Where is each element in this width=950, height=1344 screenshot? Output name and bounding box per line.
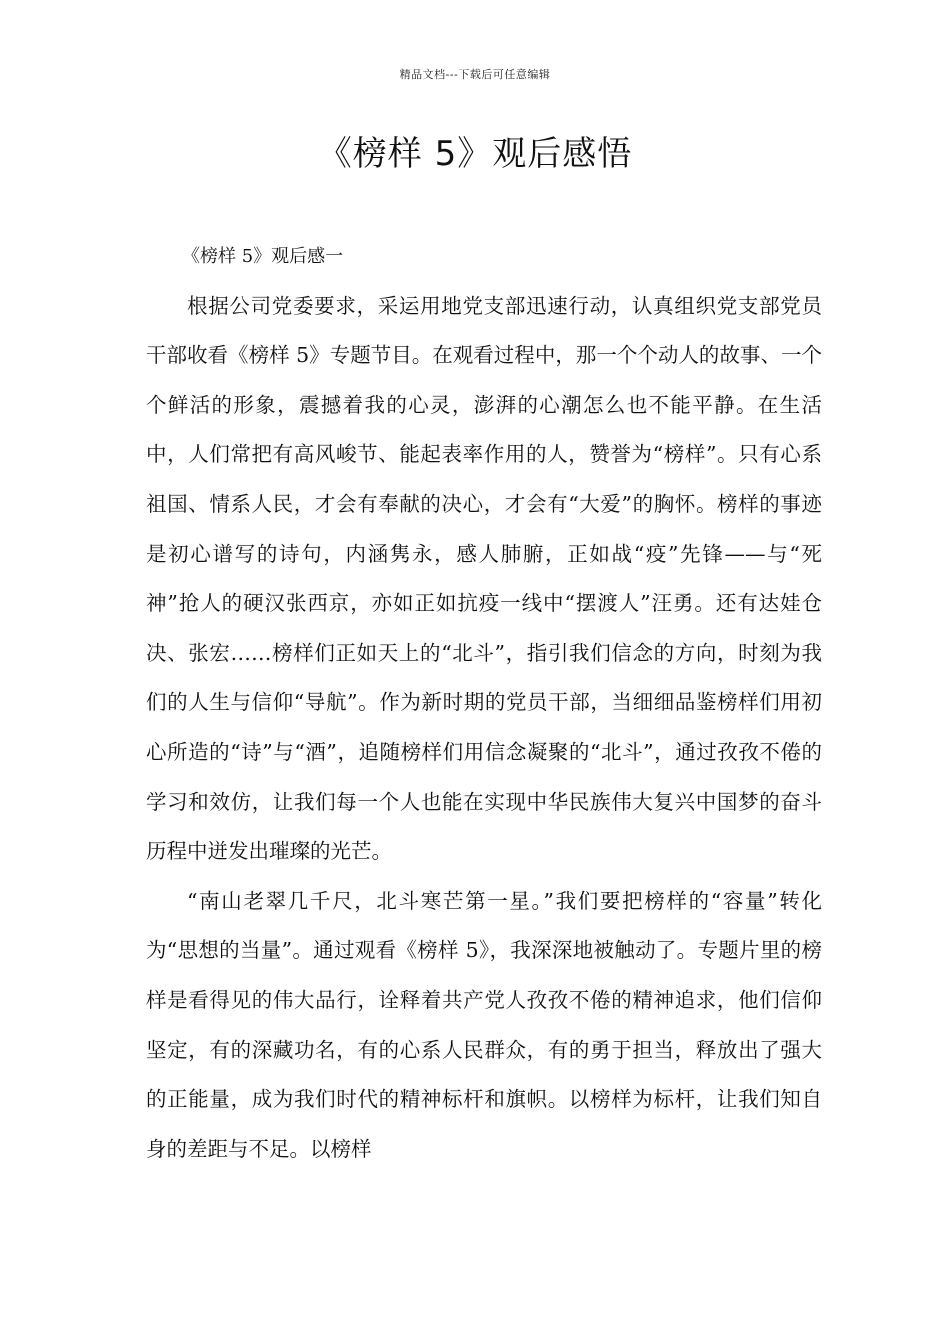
body-paragraph-1: 根据公司党委要求，采运用地党支部迅速行动，认真组织党支部党员干部收看《榜样 5》专题节目。在观看过程中，那一个个动人的故事、一个个鲜活的形象，震撼着我的心灵，澎湃的心潮怎么也不能平静。在生活中，人们常把有高风峻节、能起表率作用的人，赞誉为“榜样”。只有心系祖国、情系人民，才会有奉献的决心，才会有“大爱”的胸怀。榜样的事迹是初心谱写的诗句，内涵隽永，感人肺腑，正如战“疫”先锋——与“死神”抢人的硬汉张西京，亦如正如抗疫一线中“摆渡人”汪勇。还有达娃仓决、张宏……榜样们正如天上的“北斗”，指引我们信念的方向，时刻为我们的人生与信仰“导航”。作为新时期的党员干部，当细细品鉴榜样们用初心所造的“诗”与“酒”，追随榜样们用信念凝聚的“北斗”，通过孜孜不倦的学习和效仿，让我们每一个人也能在实现中华民族伟大复兴中国梦的奋斗历程中迸发出璀璨的光芒。 [146,293,822,864]
page-header-note: 精品文档---下载后可任意编辑 [399,68,551,81]
document-body [146,232,822,1174]
body-paragraph-2: “南山老翠几千尺，北斗寒芒第一星。”我们要把榜样的“容量”转化为“思想的当量”。通过观看《榜样 5》，我深深地被触动了。专题片里的榜样是看得见的伟大品行，诠释着共产党人孜孜不倦的精神追求，他们信仰坚定，有的深藏功名，有的心系人民群众，有的勇于担当，释放出了强大的正能量，成为我们时代的精神标杆和旗帜。以榜样为标杆，让我们知自身的差距与不足。以榜样 [146,888,822,1161]
document-title: 《榜样 5》观后感悟 [317,134,633,174]
section-heading: 《榜样 5》观后感一 [182,246,344,267]
